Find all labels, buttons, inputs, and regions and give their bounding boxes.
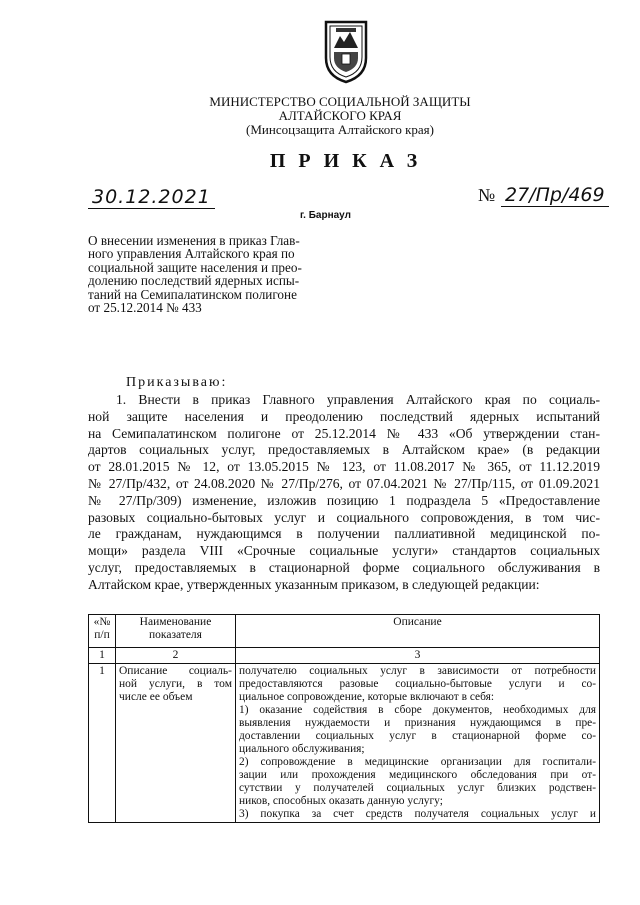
subject-line: ного управления Алтайского края по xyxy=(88,246,295,262)
ministry-name-line2: АЛТАЙСКОГО КРАЯ xyxy=(278,108,402,123)
coat-of-arms-emblem xyxy=(322,18,370,84)
body-line: № 27/Пр/309) изменение, изложив позицию 1 подраздела 5 «Предоставление xyxy=(88,492,600,508)
body-line: ле гражданам, нуждающимся в получении паллиативной медицинской по- xyxy=(88,526,600,542)
header-description: Описание xyxy=(236,615,600,648)
city: г. Барнаул xyxy=(300,210,351,221)
service-table xyxy=(88,614,600,823)
decree-word: Приказываю: xyxy=(126,375,228,390)
description-line: доставлении социальных услуг в стационарной форме со- xyxy=(239,730,596,742)
table-column-numbers-row xyxy=(89,648,600,664)
column-number: 1 xyxy=(89,648,116,664)
order-number: 27/Пр/469 xyxy=(501,184,609,207)
description-line: ников, способных оказать данную услугу; xyxy=(239,795,443,807)
table-row xyxy=(89,664,600,823)
column-number: 3 xyxy=(236,648,600,664)
ministry-name-line1: МИНИСТЕРСТВО СОЦИАЛЬНОЙ ЗАЩИТЫ xyxy=(209,94,471,109)
body-line: от 28.01.2015 № 12, от 13.05.2015 № 123, от 11.08.2017 № 365, от 11.12.2019 xyxy=(88,459,600,475)
description-line: выявления нуждаемости и признания нуждающимся в пре- xyxy=(239,717,596,729)
indicator-line: Описание социаль- xyxy=(119,665,232,677)
description-line: 1) оказание содействия в сборе документов, необходимых для xyxy=(239,704,596,716)
description-line: 3) покупка за счет средств получателя социальных услуг и xyxy=(239,808,596,820)
description-line: 2) сопровождение в медицинские организации для госпитали- xyxy=(239,756,596,768)
description-line: зации или прохождения медицинского обследования при от- xyxy=(239,769,596,781)
indicator-line: числе ее объем xyxy=(119,691,193,703)
order-subject xyxy=(88,234,348,314)
ministry-short-name: (Минсоцзащита Алтайского края) xyxy=(246,122,434,137)
description-line: предоставляются разовые социально-бытовые услуги и со- xyxy=(239,678,596,690)
body-line: мощи» раздела VIII «Срочные социальные услуги» стандартов социальных xyxy=(88,543,600,559)
order-date: 30.12.2021 xyxy=(88,186,215,209)
table-header-row xyxy=(89,615,600,648)
column-number: 2 xyxy=(116,648,236,664)
indicator-line: ной услуги, в том xyxy=(119,678,232,690)
description-line: сутствии у получателей социальных услуг близких родствен- xyxy=(239,782,596,794)
description-line: циального обслуживания; xyxy=(239,743,365,755)
row-description xyxy=(236,664,600,823)
description-line: получателю социальных услуг в зависимости от потребности xyxy=(239,665,596,677)
order-number-label: № xyxy=(478,185,496,205)
subject-line: социальной защите населения и прео- xyxy=(88,259,302,275)
description-line: циальное сопровождение, которые включают в себя: xyxy=(239,691,494,703)
body-line: Алтайском крае, утвержденных указанным приказом, в следующей редакции: xyxy=(88,576,540,592)
subject-line: долению последствий ядерных испы- xyxy=(88,273,300,289)
body-line: 1. Внести в приказ Главного управления Алтайского края по социаль- xyxy=(116,392,600,407)
body-line: на Семипалатинском полигоне от 25.12.2014 № 433 «Об утверждении стан- xyxy=(88,425,600,441)
body-line: ной защите населения и преодолению последствий ядерных испытаний xyxy=(88,408,600,424)
header-number: «№ п/п xyxy=(89,615,116,648)
body-line: услуг, предоставляемых в стационарной форме социального обслуживания в xyxy=(88,559,600,575)
body-line: № 27/Пр/432, от 24.08.2020 № 27/Пр/276, от 07.04.2021 № 27/Пр/115, от 01.09.2021 xyxy=(88,475,600,491)
row-number: 1 xyxy=(89,664,116,823)
subject-line: О внесении изменения в приказ Глав- xyxy=(88,233,300,248)
body-line: дартов социальных услуг, предоставляемых в Алтайском крае» (в редакции xyxy=(88,442,600,458)
subject-line: таний на Семипалатинском полигоне xyxy=(88,286,297,302)
subject-line: от 25.12.2014 № 433 xyxy=(88,300,202,316)
order-body xyxy=(88,392,600,594)
row-indicator xyxy=(116,664,236,823)
header-indicator: Наименование показателя xyxy=(116,615,236,648)
document-title: ПРИКАЗ xyxy=(269,150,431,172)
body-line: разовых социально-бытовых услуг и социального сопровождения, в том чис- xyxy=(88,509,600,525)
